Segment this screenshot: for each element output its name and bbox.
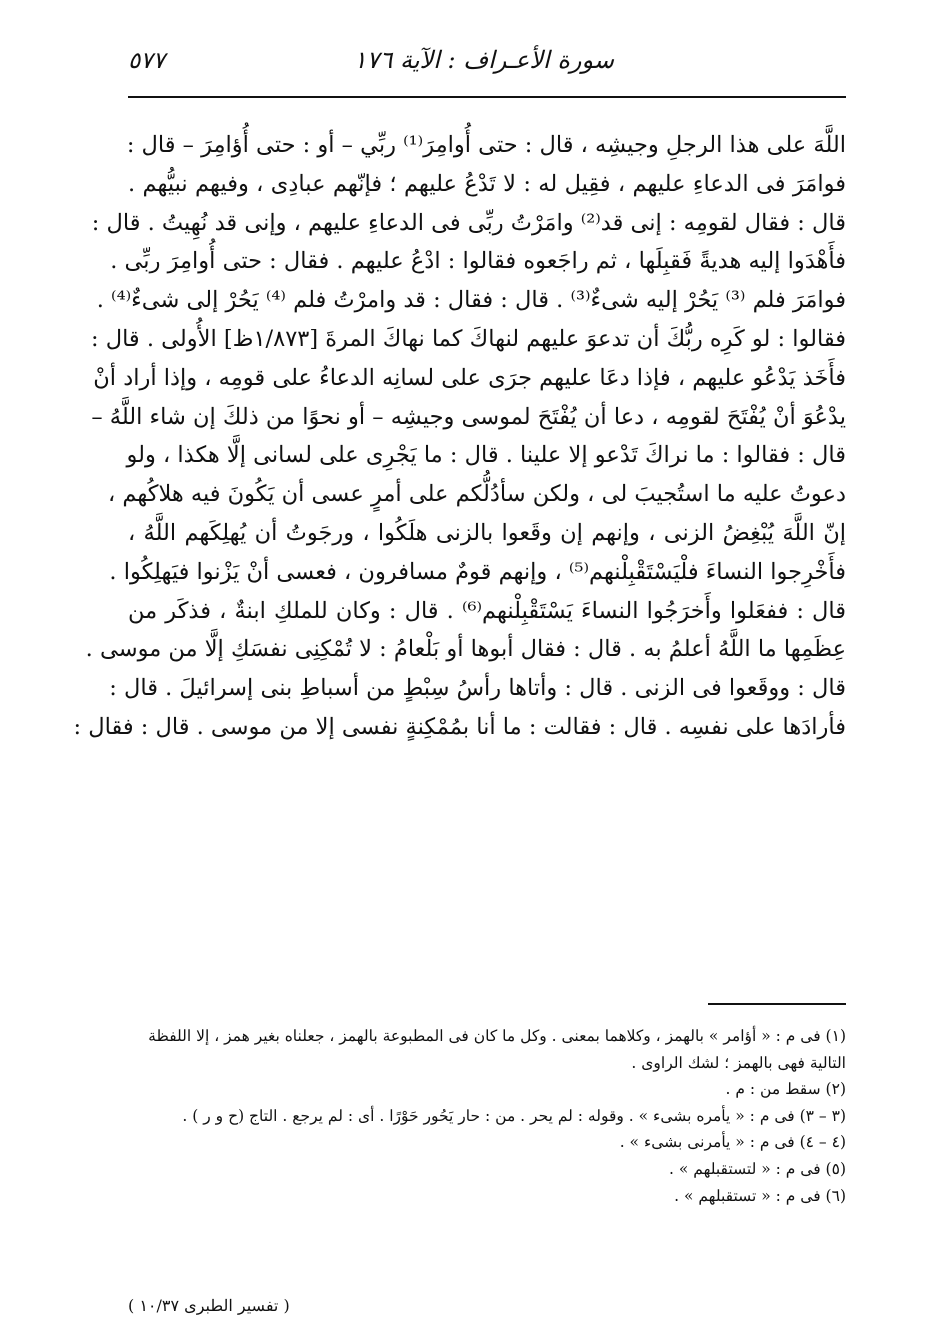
text-line: قال : ووقَعوا فى الزنى . قال : وأتاها رأسُ سِبْطٍ من أسباطِ بنى إسرائيلَ . قال : (109, 675, 846, 702)
text-line: إنّ اللَّهَ يُبْغِضُ الزنى ، وإنهم إن وقَعوا بالزنى هلَكُوا ، ورجَوتُ أن يُهلِكَهم اللَّهُ ، (128, 519, 846, 546)
footnote: (٥) فى م : « لتستقبلهم » . (669, 1159, 846, 1178)
text-line: فأرادَها على نفسِه . قال : فقالت : ما أنا بمُمْكِنةٍ نفسى إلا من موسى . قال : فقال : (73, 713, 846, 740)
text-line: يدْعُوَ أنْ يُفْتَحَ لقومِه ، دعا أن يُفْتَحَ لموسى وجيشِه – أو نحوًا من ذلكَ إن شاء اللَّهُ – (91, 403, 846, 430)
footnotes (128, 1023, 846, 1209)
footnote: (١) فى م : « أؤامر » بالهمز ، وكلاهما بمعنى . وكل ما كان فى المطبوعة بالهمز ، جعلناه بغير همز ، إلا اللفظة (148, 1027, 846, 1045)
text-line: فأَهْدَوا إليه هديةً فَقبِلَها ، ثم راجَعوه فقالوا : ادْعُ عليهم . فقال : حتى أُوامِرَ ربِّى . (110, 248, 846, 275)
volume-reference: ( تفسير الطبرى ١٠/٣٧ ) (128, 1296, 290, 1315)
running-title: سورة الأعـراف : الآية ١٧٦ (353, 46, 614, 74)
text-line: قال : فقالوا : ما نراكَ تَدْعو إلا علينا . قال : ما يَجْرِى على لسانى إلَّا هكذا ، ولو (126, 442, 846, 469)
text-line: فوامَرَ فلم ⁽³⁾ يَحُرْ إليه شىءٌ⁽³⁾ . قال : فقال : قد وامرْتُ فلم ⁽⁴⁾ يَحُرْ إلى شىءٌ⁽⁴⁾ . (96, 287, 846, 314)
footnote: (٦) فى م : « تستقبلهم » . (674, 1186, 846, 1205)
footnote-continuation: التالية فهى بالهمز ؛ لشك الراوى . (631, 1053, 846, 1072)
text-line: فأَخَذ يَدْعُو عليهم ، فإذا دعَا عليهم جرَى على لسانِه الدعاءُ على قومِه ، وإذا أراد أنْ (93, 364, 846, 391)
footnote-separator (708, 1003, 846, 1005)
page-number: ٥٧٧ (128, 48, 166, 74)
text-line: قال : ففعَلوا وأَخرَجُوا النساءَ يَسْتَقْبِلْنهم⁽⁶⁾ . قال : وكان للملكِ ابنةٌ ، فذكَر من (128, 597, 847, 624)
text-line: دعوتُ عليه ما استُجيبَ لى ، ولكن سأدُلُّكم على أمرٍ عسى أن يَكُونَ فيه هلاكُهم ، (107, 481, 846, 508)
text-line: فقالوا : لو كَرِه ربُّكَ أن تدعوَ عليهم لنهاكَ كما نهاكَ المرةَ [١/٨٧٣ظ] الأُولى . قال : (90, 325, 846, 352)
page-header (128, 44, 846, 92)
text-line: قال : فقال لقومِه : إنى قد⁽²⁾ وامَرْتُ ربِّى فى الدعاءِ عليهم ، وإنى قد نُهِيتُ . قال : (91, 209, 846, 236)
footnote: (٢) سقط من : م . (725, 1080, 846, 1099)
footnote: (٤ – ٤) فى م : « يأمرنى بشىء » . (619, 1133, 846, 1152)
header-rule (128, 96, 846, 98)
text-line: فأَخْرِجوا النساءَ فلْيَسْتَقْبِلْنهم⁽⁵⁾ ، وإنهم قومٌ مسافرون ، فعسى أنْ يَزْنوا فيَهلِكُوا . (109, 558, 846, 585)
footnote: (٣ – ٣) فى م : « يأمره بشىء » . وقوله : لم يحر . من : حار يَحُور حَوْرًا . أى : لم يرجع . التاج (ح و ر ) . (182, 1106, 846, 1125)
text-line: اللَّهَ على هذا الرجلِ وجيشِه ، قال : حتى أُوامِرَ⁽¹⁾ ربِّي – أو : حتى أُؤامِرَ – قال : (126, 132, 846, 158)
text-line: عِظَمِها ما اللَّهُ أعلمُ به . قال : فقال أبوها أو بَلْعامُ : لا تُمْكِنِى نفسَكِ إلَّا من موسى . (85, 636, 846, 663)
main-text (73, 126, 847, 747)
text-line: فوامَرَ فى الدعاءِ عليهم ، فقِيل له : لا تَدْعُ عليهم ؛ فإنّهم عبادِى ، وفيهم نبيُّهم . (128, 170, 846, 197)
